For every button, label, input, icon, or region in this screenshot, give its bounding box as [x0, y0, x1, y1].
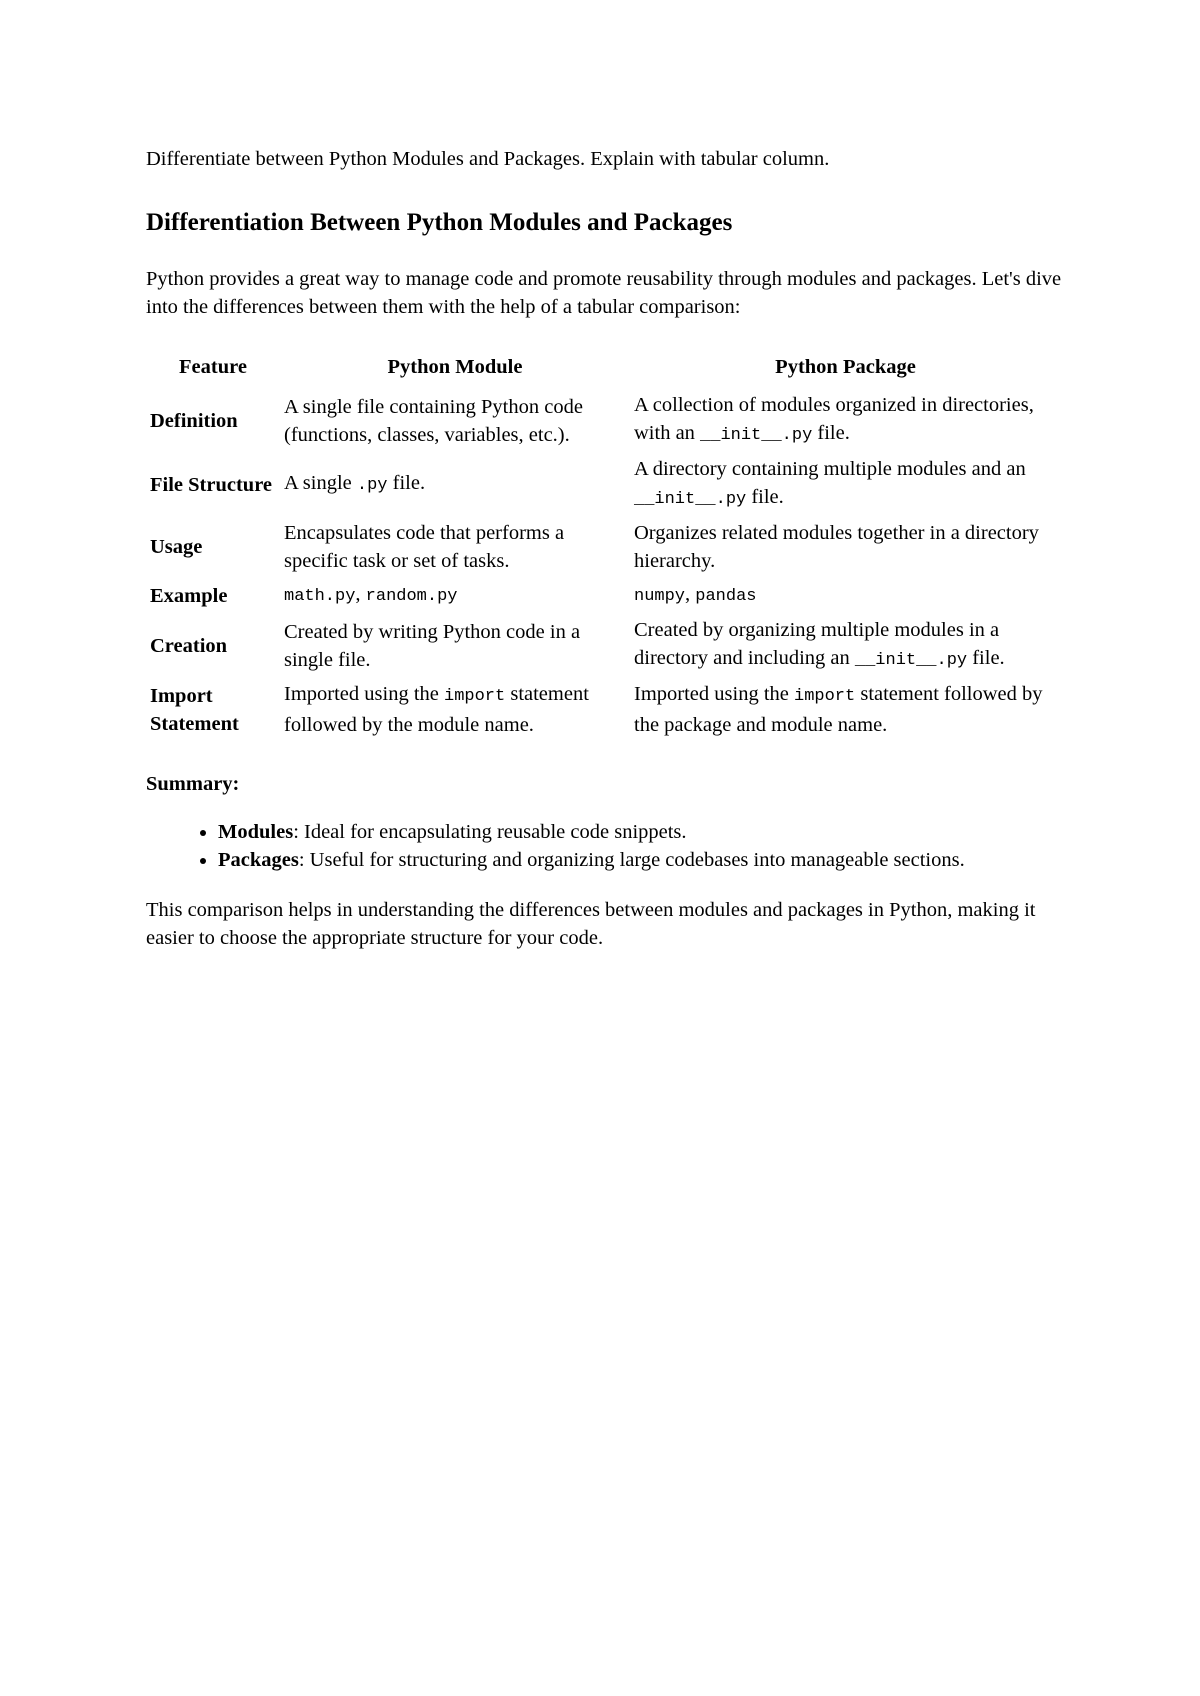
list-item: [218, 818, 1066, 846]
comparison-table: [146, 345, 1061, 742]
summary-list: [146, 818, 1066, 874]
cell-text: Organizes related modules together in a directory hierarchy.: [634, 522, 1039, 572]
table-row: [146, 578, 1061, 614]
column-header-feature: Feature: [179, 356, 247, 378]
cell-text: A single file containing Python code (functions, classes, variables, etc.).: [284, 395, 583, 446]
cell-text: Imported using the: [284, 683, 444, 705]
table-row: [146, 453, 1061, 517]
page-title: Differentiation Between Python Modules and Packages: [146, 209, 733, 236]
code-snippet: random.py: [365, 587, 458, 606]
module-cell: [280, 678, 630, 742]
summary-term: Modules: [218, 821, 294, 843]
cell-text: Encapsulates code that performs a specific task or set of tasks.: [284, 522, 565, 572]
module-cell: [280, 453, 630, 517]
summary-term: Packages: [218, 849, 299, 871]
cell-text: A collection of modules organized in directories, with an: [634, 394, 1034, 444]
feature-cell: File Structure: [150, 473, 273, 496]
cell-text: file.: [746, 486, 784, 508]
table-row: [146, 517, 1061, 578]
column-header-package: Python Package: [775, 356, 916, 378]
summary-heading: Summary:: [146, 773, 240, 795]
code-snippet: numpy: [634, 587, 686, 606]
cell-text: file.: [967, 647, 1005, 669]
cell-text: Imported using the: [634, 683, 794, 705]
feature-cell: Creation: [150, 634, 228, 657]
feature-cell: Example: [150, 584, 228, 607]
package-cell: [630, 578, 1061, 614]
feature-cell: Usage: [150, 536, 203, 558]
cell-text: ,: [355, 583, 366, 605]
table-body: [146, 389, 1061, 742]
cell-text: A directory containing multiple modules and an: [634, 458, 1026, 480]
code-snippet: __init__.py: [634, 490, 747, 509]
cell-text: statement followed by the package and module name.: [634, 683, 1043, 736]
code-snippet: import: [794, 687, 856, 706]
module-cell: [280, 614, 630, 678]
cell-text: ,: [685, 583, 696, 605]
code-snippet: __init__.py: [854, 651, 968, 670]
code-snippet: math.py: [284, 587, 356, 606]
question-text: Differentiate between Python Modules and Packages. Explain with tabular column.: [146, 148, 830, 170]
code-snippet: .py: [356, 476, 388, 495]
package-cell: [630, 614, 1061, 678]
cell-text: A single: [284, 472, 357, 494]
package-cell: [630, 453, 1061, 517]
cell-text: file.: [387, 472, 426, 494]
code-snippet: __init__.py: [700, 426, 813, 445]
table-row: [146, 614, 1061, 678]
closing-paragraph: This comparison helps in understanding the differences between modules and packages in Python, making it easier to choose the appropriate structure for your code.: [146, 899, 1036, 949]
list-item: [218, 846, 1066, 874]
document-page: [146, 145, 1066, 952]
table-row: [146, 389, 1061, 453]
table-row: [146, 678, 1061, 742]
package-cell: [630, 517, 1061, 578]
intro-paragraph: Python provides a great way to manage code and promote reusability through modules and packages. Let's dive into the differences between them with the help of a tabular comparison:: [146, 268, 1062, 318]
cell-text: file.: [812, 422, 850, 444]
code-snippet: import: [444, 687, 506, 706]
package-cell: [630, 389, 1061, 453]
cell-text: statement followed by the module name.: [284, 683, 589, 736]
feature-cell: Definition: [150, 409, 238, 432]
cell-text: Created by writing Python code in a single file.: [284, 620, 581, 671]
table-header-row: [146, 345, 1061, 389]
module-cell: [280, 389, 630, 453]
cell-text: Created by organizing multiple modules in a directory and including an: [634, 619, 1000, 669]
module-cell: [280, 578, 630, 614]
package-cell: [630, 678, 1061, 742]
summary-text: : Useful for structuring and organizing large codebases into manageable sections.: [298, 849, 965, 871]
summary-text: : Ideal for encapsulating reusable code snippets.: [293, 821, 687, 843]
module-cell: [280, 517, 630, 578]
feature-cell: Import Statement: [150, 684, 239, 735]
column-header-module: Python Module: [387, 356, 523, 378]
code-snippet: pandas: [695, 587, 757, 606]
